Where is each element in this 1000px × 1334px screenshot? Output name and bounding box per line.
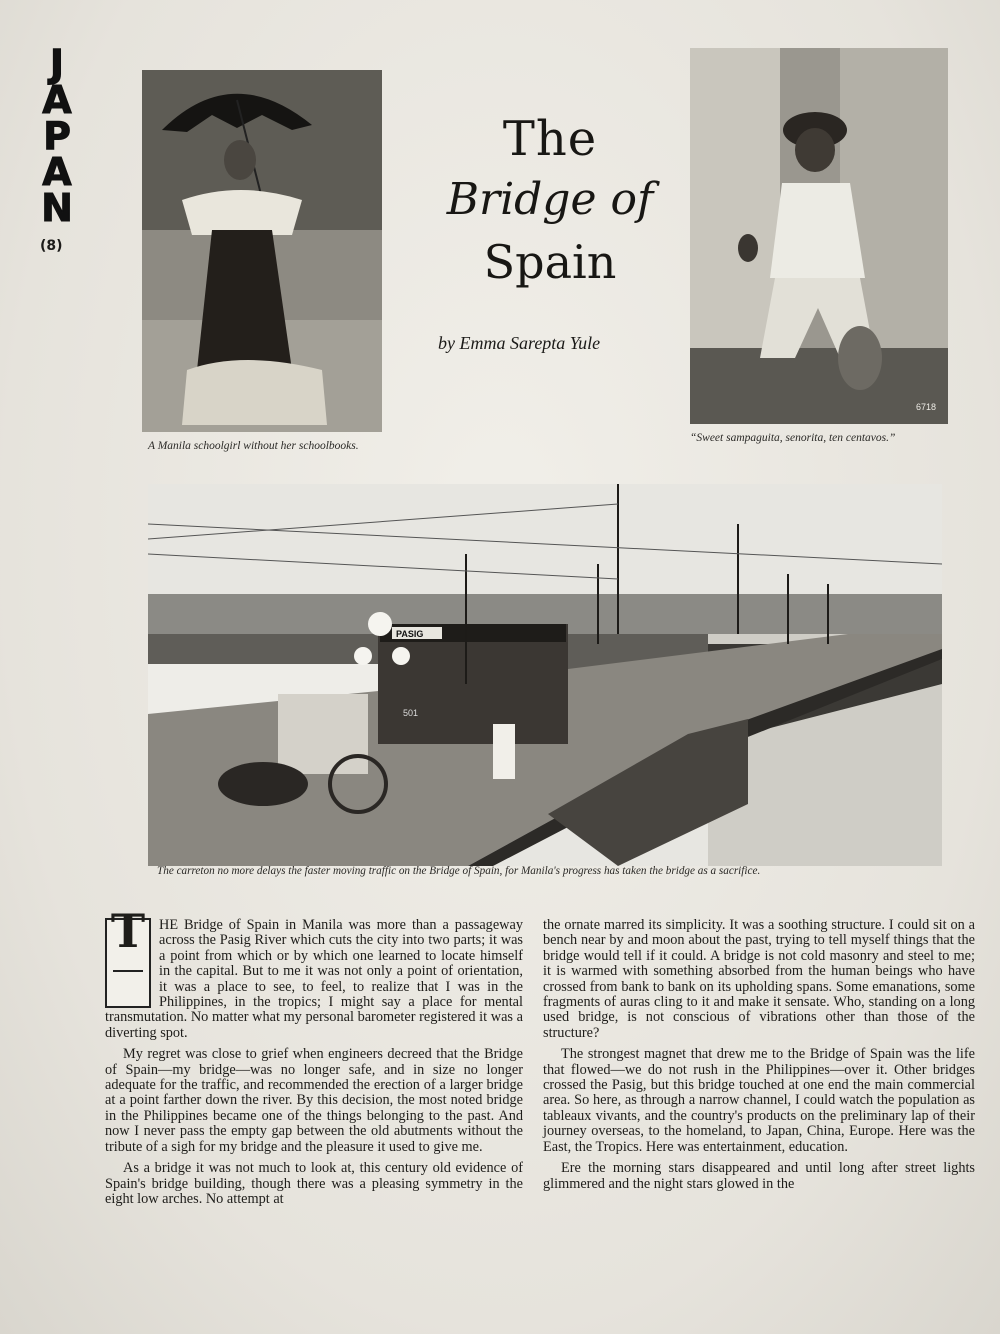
magazine-name-letter: A — [42, 150, 72, 194]
schoolgirl-caption: A Manila schoolgirl without her schoolbooks. — [148, 440, 359, 452]
tram-sign: PASIG — [396, 629, 424, 639]
magazine-name-letter: N — [41, 186, 73, 230]
magazine-name-letter: A — [42, 78, 72, 122]
title-line: Bridge of — [446, 174, 654, 225]
author-byline: by Emma Sarepta Yule — [438, 333, 601, 353]
article-paragraph: the ornate marred its simplicity. It was a soothing structure. I could sit on a bench near by and moon about the past, trying to tell myself things that the bridge would tell if it could. A bridge is not cold masonry and steel to me; it is warmed with something absorbed from the human beings who have crossed from bank to bank on its upholding spans. Some emanations, some fragments of auras cling to it and make it sensate. Who, standing on a long used bridge, is not conscious of vibrations other than those of the structure? — [543, 917, 975, 1041]
article-paragraph: HE Bridge of Spain in Manila was more than a passageway across the Pasig River which cuts the city into two parts; it was a point from which or by which one learned to locate himself in the capital. But to me it was not only a point of orientation, it was a place to see, to feel, to realize that I was in the Philippines, in the tropics; I might say a place for mental transmutation. No matter what my personal barometer registered it was a diverting spot. — [105, 917, 523, 1041]
dropcap-initial — [105, 904, 151, 1008]
photo-plate-number: 6718 — [916, 402, 937, 412]
article-column-right — [543, 918, 975, 1286]
dropcap-letter: T — [110, 904, 146, 958]
article-title — [430, 110, 670, 292]
title-line: Spain — [483, 235, 617, 289]
article-paragraph: My regret was close to grief when engineers decreed that the Bridge of Spain—my bridge—was no longer safe, and in size no longer adequate for the traffic, and recommended the erection of a larger bridge at a point farther down the river. By this decision, the most noted bridge in the Philippines became one of the things belonging to the past. And now I never pass the empty gap between the old abutments without the tribute of a sigh for my bridge and the pleasure it used to give me. — [105, 1046, 523, 1155]
title-line: The — [502, 111, 598, 167]
magazine-name-vertical — [34, 42, 80, 230]
schoolgirl-photo — [142, 70, 382, 432]
bridge-caption: The carreton no more delays the faster moving traffic on the Bridge of Spain, for Manila's progress has taken the bridge as a sacrifice. — [157, 865, 761, 877]
article-column-left — [105, 904, 523, 1286]
article-paragraph: Ere the morning stars disappeared and until long after street lights glimmered and the night stars glowed in the — [543, 1160, 975, 1192]
tram-number: 501 — [403, 708, 419, 718]
bridge-of-spain-photo — [148, 484, 942, 866]
page-number: (8) — [40, 238, 63, 254]
article-paragraph: As a bridge it was not much to look at, this century old evidence of Spain's bridge building, though there was a pleasing symmetry in the eight low arches. No attempt at — [105, 1160, 523, 1207]
flower-vendor-caption: “Sweet sampaguita, senorita, ten centavos.” — [690, 432, 896, 444]
article-paragraph: The strongest magnet that drew me to the Bridge of Spain was the life that flowed—we do not rush in the Philippines—over it. Other bridges crossed the Pasig, but this bridge touched at one end the main commercial area. So here, as through a narrow channel, I could watch the population as tableaux vivants, and the country's products on the preliminary lap of their journey overseas, to the homeland, to Japan, China, Europe. Here was the East, the Tropics. Here was entertainment, education. — [543, 1046, 975, 1155]
flower-vendor-photo — [690, 48, 948, 424]
magazine-name-letter: J — [49, 42, 65, 86]
magazine-name-letter: P — [43, 114, 71, 158]
